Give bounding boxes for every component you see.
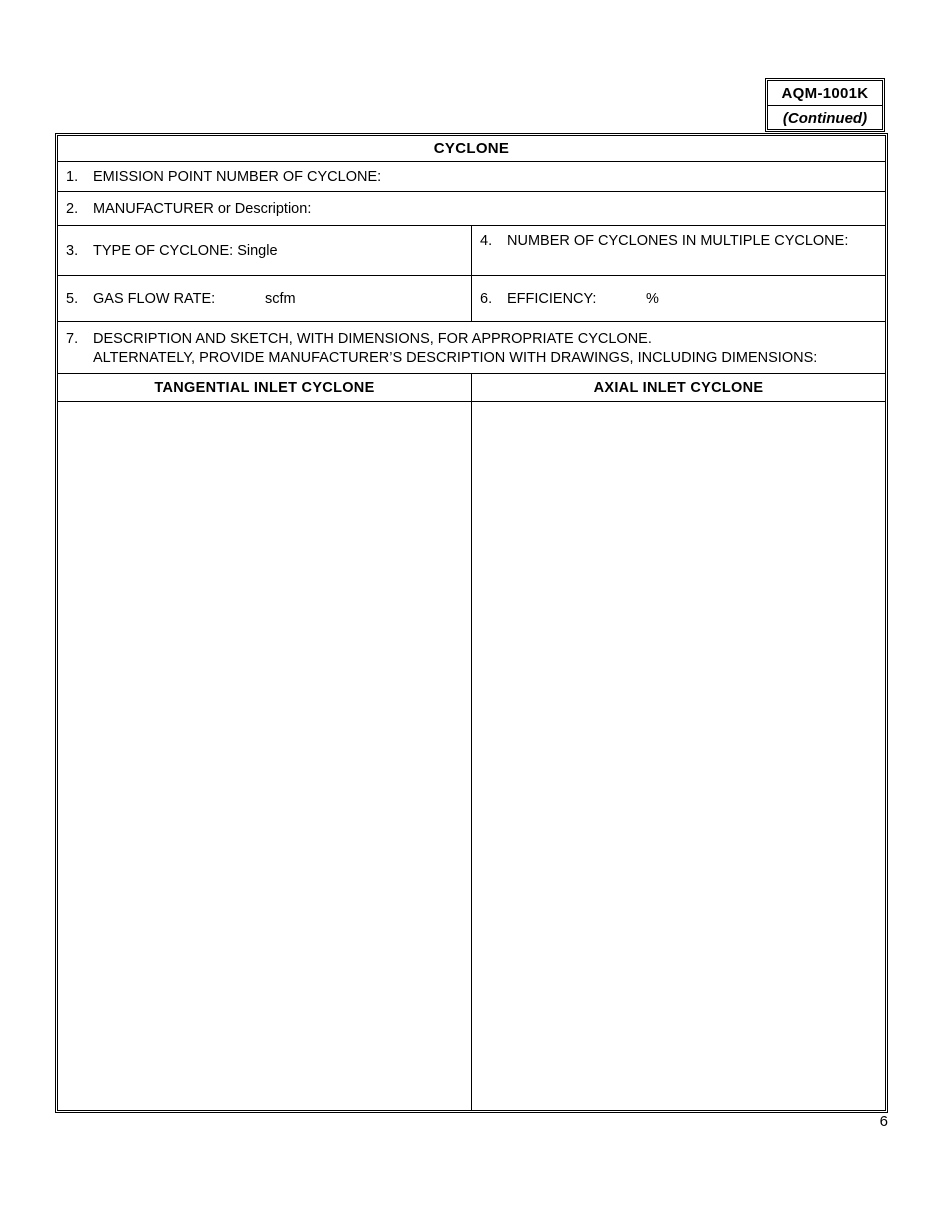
number-of-cyclones-label: NUMBER OF CYCLONES IN MULTIPLE CYCLONE: (507, 233, 849, 249)
axial-inlet-header: AXIAL INLET CYCLONE (593, 379, 764, 396)
emission-point-field (66, 162, 381, 191)
gas-flow-rate-field (66, 276, 215, 321)
number-of-cyclones-field (480, 233, 848, 249)
manufacturer-label: MANUFACTURER or Description: (93, 200, 312, 217)
cyclone-type-cell[interactable] (58, 226, 472, 275)
gas-flow-rate-label: GAS FLOW RATE: (93, 290, 216, 307)
item-number: 1. (66, 168, 79, 185)
sketch-area-row (58, 402, 885, 1110)
efficiency-unit: % (646, 290, 659, 307)
cyclone-type-field (66, 226, 278, 275)
item-number: 6. (480, 290, 493, 307)
gas-flow-rate-cell[interactable] (58, 276, 472, 321)
column-headers-row (58, 374, 885, 402)
efficiency-cell[interactable] (472, 276, 885, 321)
form-code: AQM-1001K (768, 81, 882, 106)
cyclone-form-table (55, 133, 888, 1113)
item-number: 4. (480, 233, 493, 249)
cyclone-type-row (58, 226, 885, 276)
item-number: 7. (66, 331, 79, 347)
emission-point-row[interactable] (58, 162, 885, 192)
description-line-2: ALTERNATELY, PROVIDE MANUFACTURER’S DESCRIPTION WITH DRAWINGS, INCLUDING DIMENSIONS: (93, 350, 818, 366)
gas-flow-rate-unit: scfm (265, 290, 296, 307)
description-instructions (66, 330, 817, 368)
axial-sketch-area[interactable] (472, 402, 885, 1110)
efficiency-label: EFFICIENCY: (507, 290, 597, 307)
tangential-sketch-area[interactable] (58, 402, 472, 1110)
description-line-1: DESCRIPTION AND SKETCH, WITH DIMENSIONS, FOR APPROPRIATE CYCLONE. (93, 331, 652, 347)
item-number: 3. (66, 242, 79, 259)
description-row (58, 322, 885, 374)
flow-efficiency-row (58, 276, 885, 322)
form-id-box (765, 78, 885, 132)
item-number: 5. (66, 290, 79, 307)
efficiency-field (480, 276, 596, 321)
number-of-cyclones-cell[interactable] (472, 226, 885, 275)
tangential-inlet-header: TANGENTIAL INLET CYCLONE (58, 374, 472, 401)
continued-label: (Continued) (782, 109, 868, 127)
description-text (93, 330, 817, 368)
emission-point-label: EMISSION POINT NUMBER OF CYCLONE: (93, 168, 382, 185)
manufacturer-field (66, 192, 311, 225)
cyclone-type-label: TYPE OF CYCLONE: Single (93, 242, 278, 259)
section-title: CYCLONE (58, 136, 885, 162)
manufacturer-row[interactable] (58, 192, 885, 226)
page-number: 6 (879, 1113, 888, 1130)
item-number: 2. (66, 200, 79, 217)
